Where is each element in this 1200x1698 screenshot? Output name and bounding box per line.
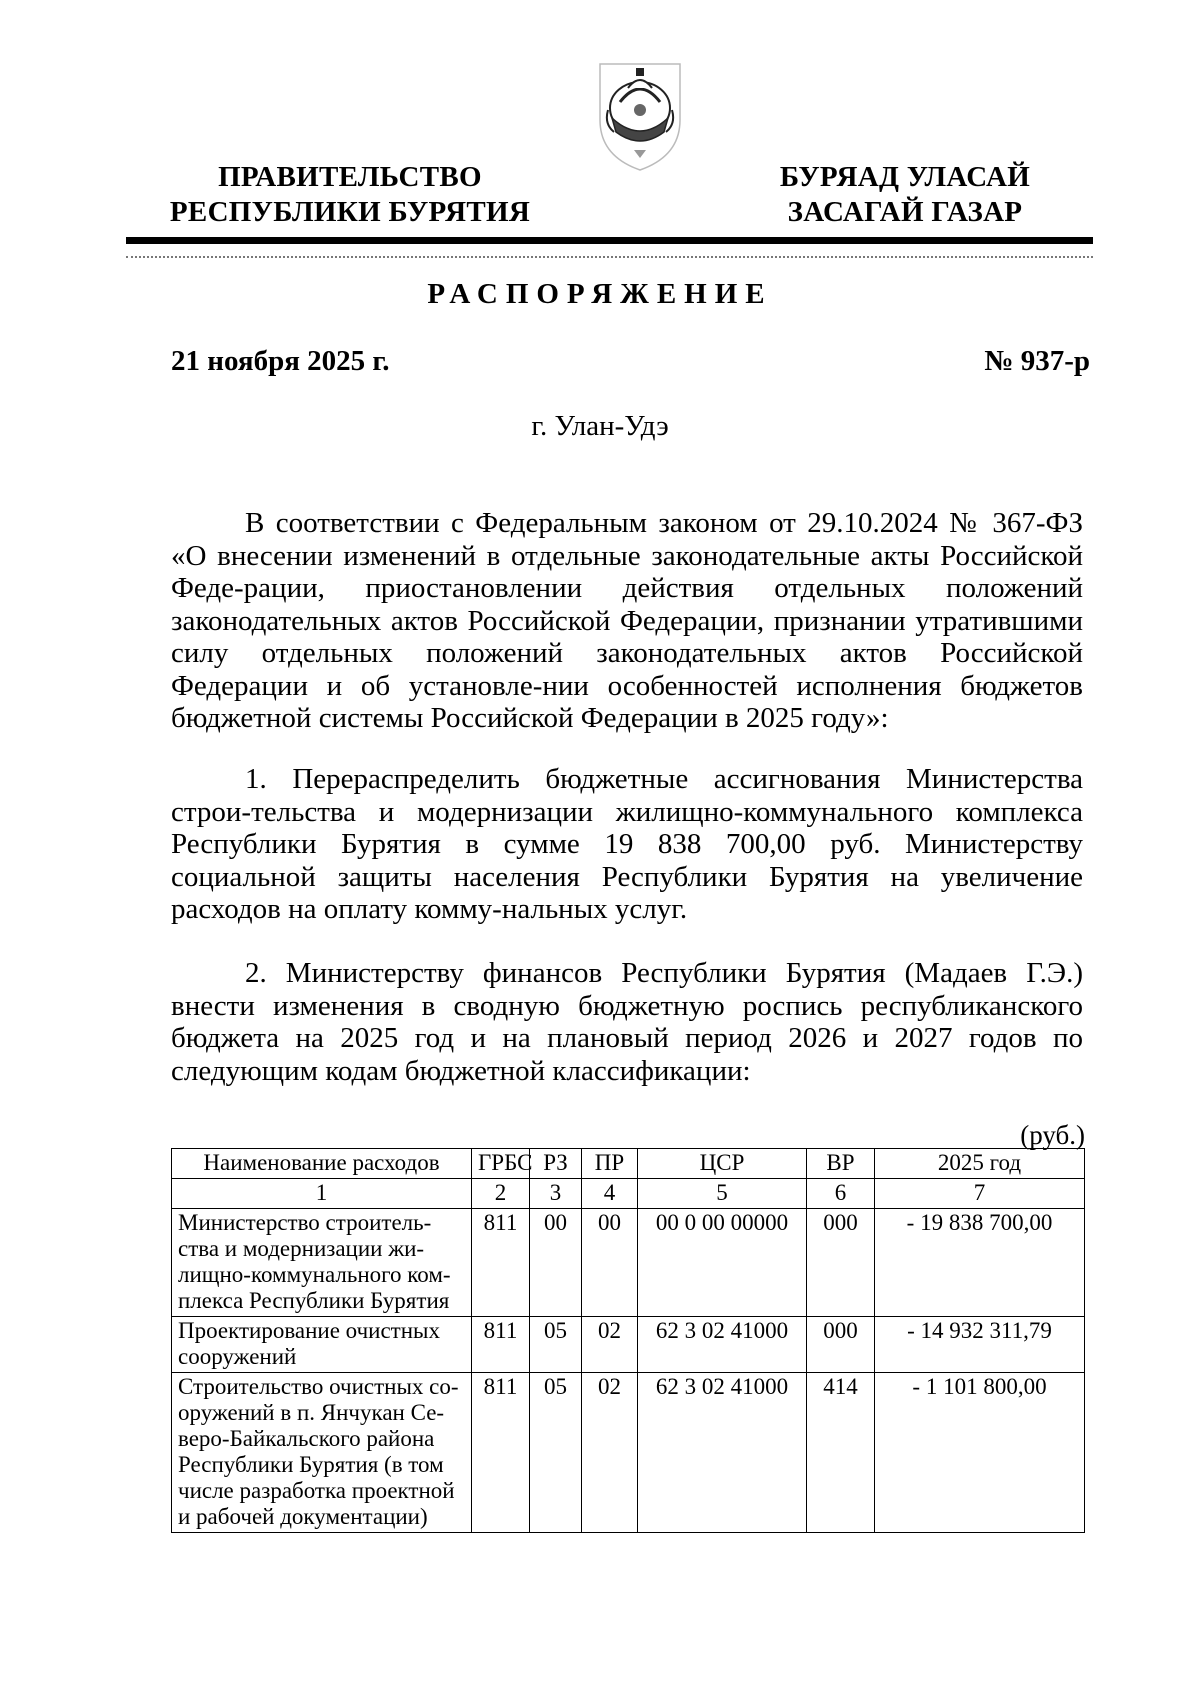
row-rz: 05 <box>530 1317 582 1373</box>
coat-of-arms-icon <box>590 58 690 174</box>
column-number: 2 <box>472 1179 530 1209</box>
row-name: Строительство очистных со-оружений в п. Янчукан Се-веро-Байкальского района Республики Бурятия (в том числе разработка проектной и рабочей документации) <box>172 1373 472 1533</box>
table-row <box>172 1373 1085 1533</box>
column-number: 1 <box>172 1179 472 1209</box>
row-grbs: 811 <box>472 1373 530 1533</box>
header-rz: РЗ <box>530 1149 582 1179</box>
row-rz: 00 <box>530 1209 582 1317</box>
row-grbs: 811 <box>472 1209 530 1317</box>
column-number: 6 <box>807 1179 875 1209</box>
item-1-paragraph: 1. Перераспределить бюджетные ассигнования Министерства строи-тельства и модернизации жилищно-коммунального комплекса Республики Бурятия в сумме 19 838 700,00 руб. Министерству социальной защиты населения Республики Бурятия на увеличение расходов на оплату комму-нальных услуг. <box>171 763 1083 925</box>
document-type-title: РАСПОРЯЖЕНИЕ <box>427 278 773 310</box>
header-year: 2025 год <box>875 1149 1085 1179</box>
row-name: Министерство строитель-ства и модернизации жи-лищно-коммунального ком-плекса Республики Бурятия <box>172 1209 472 1317</box>
header-divider-thick <box>126 237 1093 244</box>
row-csr: 00 0 00 00000 <box>638 1209 807 1317</box>
preamble-paragraph: В соответствии с Федеральным законом от 29.10.2024 № 367-ФЗ «О внесении изменений в отдельные законодательные акты Российской Феде-рации, приостановлении действия отдельных положений законодательных актов Российской Федерации, признании утратившими силу отдельных положений законодательных актов Российской Федерации и об установле-нии особенностей исполнения бюджетов бюджетной системы Российской Федерации в 2025 году»: <box>171 507 1083 734</box>
government-name-line2: РЕСПУБЛИКИ БУРЯТИЯ <box>169 196 531 228</box>
row-pr: 00 <box>582 1209 638 1317</box>
document-date: 21 ноября 2025 г. <box>171 345 390 377</box>
table-header-row <box>172 1149 1085 1179</box>
document-city: г. Улан-Удэ <box>531 410 669 442</box>
document-number: № 937-р <box>984 345 1090 377</box>
column-number: 5 <box>638 1179 807 1209</box>
header-csr: ЦСР <box>638 1149 807 1179</box>
row-vr: 414 <box>807 1373 875 1533</box>
row-csr: 62 3 02 41000 <box>638 1373 807 1533</box>
table-unit-label: (руб.) <box>1020 1120 1085 1150</box>
row-amount: - 14 932 311,79 <box>875 1317 1085 1373</box>
row-name: Проектирование очистных сооружений <box>172 1317 472 1373</box>
government-name-line1: ПРАВИТЕЛЬСТВО <box>218 161 482 193</box>
government-name-russian <box>160 160 540 230</box>
government-name-buryat-line2: ЗАСАГАЙ ГАЗАР <box>787 196 1023 228</box>
table-row <box>172 1317 1085 1373</box>
column-number: 3 <box>530 1179 582 1209</box>
row-amount: - 19 838 700,00 <box>875 1209 1085 1317</box>
column-number: 4 <box>582 1179 638 1209</box>
header-vr: ВР <box>807 1149 875 1179</box>
row-vr: 000 <box>807 1317 875 1373</box>
header-pr: ПР <box>582 1149 638 1179</box>
row-amount: - 1 101 800,00 <box>875 1373 1085 1533</box>
table-column-numbers-row <box>172 1179 1085 1209</box>
row-rz: 05 <box>530 1373 582 1533</box>
header-grbs: ГРБС <box>472 1149 530 1179</box>
column-number: 7 <box>875 1179 1085 1209</box>
row-grbs: 811 <box>472 1317 530 1373</box>
row-csr: 62 3 02 41000 <box>638 1317 807 1373</box>
government-name-buryat-line1: БУРЯАД УЛАСАЙ <box>779 161 1031 193</box>
item-2-paragraph: 2. Министерству финансов Республики Бурятия (Мадаев Г.Э.) внести изменения в сводную бюджетную роспись республиканского бюджета на 2025 год и на плановый период 2026 и 2027 годов по следующим кодам бюджетной классификации: <box>171 957 1083 1087</box>
row-pr: 02 <box>582 1373 638 1533</box>
header-divider-thin <box>126 256 1093 258</box>
row-pr: 02 <box>582 1317 638 1373</box>
budget-table <box>171 1148 1085 1533</box>
row-vr: 000 <box>807 1209 875 1317</box>
header-name: Наименование расходов <box>172 1149 472 1179</box>
government-name-buryat <box>745 160 1065 230</box>
table-row <box>172 1209 1085 1317</box>
